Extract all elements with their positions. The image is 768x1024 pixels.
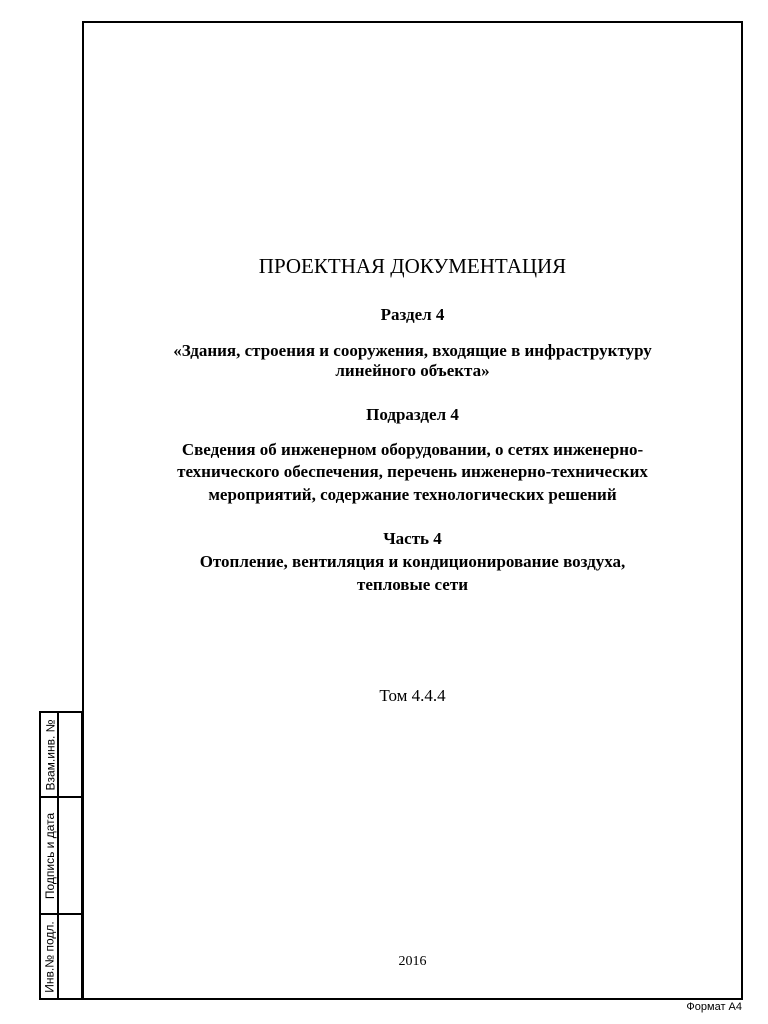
subsection-name-line3: мероприятий, содержание технологических решений [208,485,617,504]
part-label: Часть 4 [383,529,442,548]
document-title: ПРОЕКТНАЯ ДОКУМЕНТАЦИЯ [258,254,567,278]
part-name-line2: тепловые сети [357,575,468,594]
document-year: 2016 [398,954,427,969]
page-frame [82,21,743,1000]
side-stamp [39,711,83,1000]
part-name-line1: Отопление, вентиляция и кондиционирование воздуха, [199,552,626,571]
subsection-name-line2: технического обеспечения, перечень инженерно-технических [177,462,648,481]
subsection-label: Подраздел 4 [366,405,459,424]
stamp-label-replacement: Взам.инв. № [43,718,58,791]
volume-number: Том 4.4.4 [379,686,446,705]
section-name-line1: «Здания, строения и сооружения, входящие в инфраструктуру [173,341,652,360]
stamp-cell-replacement [39,711,83,798]
stamp-cell-signature [39,796,83,915]
stamp-label-signature: Подпись и дата [43,812,57,899]
section-name-line2: линейного объекта» [335,361,490,380]
stamp-cell-inventory [39,913,83,1000]
stamp-label-inventory: Инв.№ подл. [43,920,58,993]
subsection-name-line1: Сведения об инженерном оборудовании, о сетях инженерно- [181,440,644,459]
section-label: Раздел 4 [380,305,445,324]
format-label: Формат А4 [686,1001,742,1013]
